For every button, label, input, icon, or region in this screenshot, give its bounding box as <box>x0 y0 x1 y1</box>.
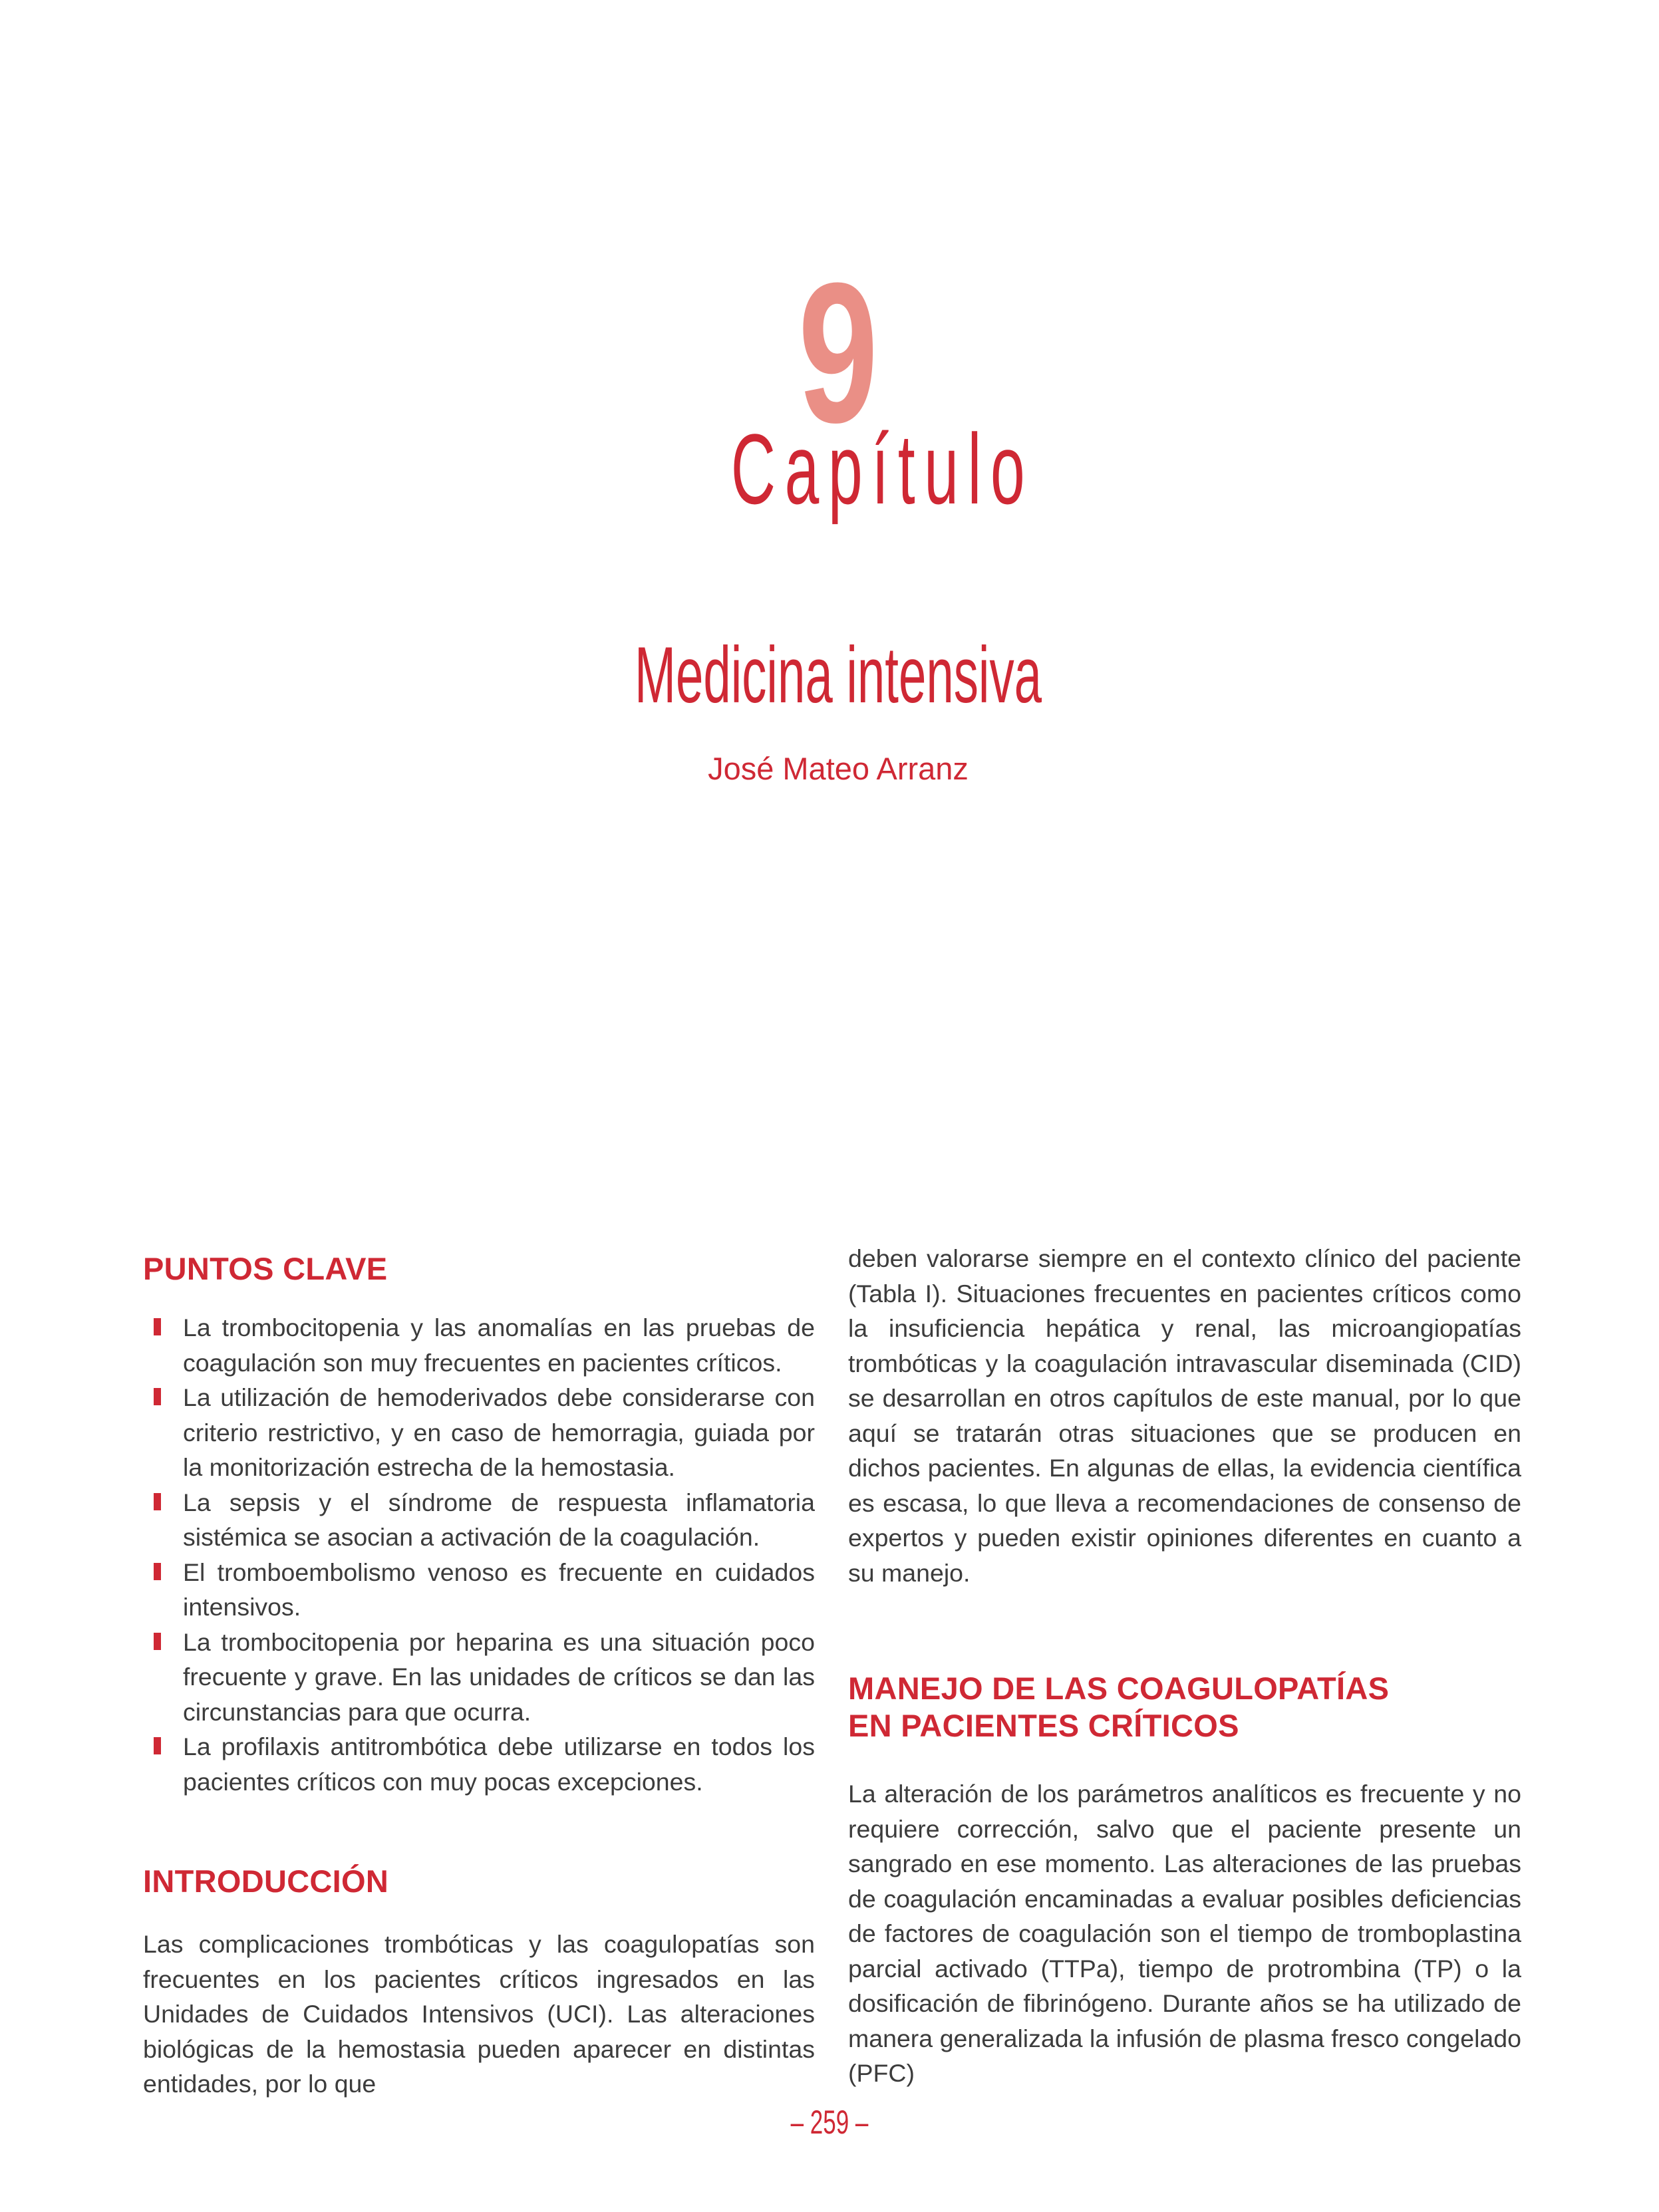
chapter-number: 9 <box>798 241 879 464</box>
chapter-label: Capítulo <box>730 413 1034 525</box>
left-column <box>143 1250 815 2102</box>
key-point-item <box>183 1485 815 1555</box>
chapter-title: Medicina intensiva <box>634 630 1042 720</box>
key-point-text: La utilización de hemoderivados debe considerarse con criterio restrictivo, y en caso de hemorragia, guiada por la monitorización estrecha de la hemostasia. <box>183 1383 815 1481</box>
bullet-marker-icon <box>154 1493 161 1510</box>
introduction-heading: INTRODUCCIÓN <box>143 1864 389 1899</box>
page-number: – 259 – <box>790 2104 869 2141</box>
key-point-item <box>183 1555 815 1625</box>
coagulopathy-heading <box>848 1670 1521 1744</box>
key-point-text: La trombocitopenia y las anomalías en las pruebas de coagulación son muy frecuentes en pacientes críticos. <box>183 1313 815 1377</box>
coagulopathy-heading-line1: MANEJO DE LAS COAGULOPATÍAS <box>848 1671 1390 1706</box>
key-point-text: La trombocitopenia por heparina es una situación poco frecuente y grave. En las unidades de críticos se dan las circunstancias para que ocurra. <box>183 1627 815 1726</box>
bullet-marker-icon <box>154 1388 161 1405</box>
bullet-marker-icon <box>154 1633 161 1650</box>
key-points-list <box>143 1310 815 1799</box>
key-point-text: La profilaxis antitrombótica debe utilizarse en todos los pacientes críticos con muy pocas excepciones. <box>183 1732 815 1796</box>
introduction-paragraph: Las complicaciones trombóticas y las coagulopatías son frecuentes en los pacientes críticos ingresados en las Unidades de Cuidados Intensivos (UCI). Las alteraciones biológicas de la hemostasia pueden aparecer en distintas entidades, por lo que <box>143 1930 815 2098</box>
key-point-item <box>183 1380 815 1485</box>
bullet-marker-icon <box>154 1563 161 1580</box>
key-point-item <box>183 1729 815 1799</box>
bullet-marker-icon <box>154 1318 161 1335</box>
coagulopathy-heading-line2: EN PACIENTES CRÍTICOS <box>848 1708 1239 1743</box>
right-column <box>848 1241 1521 2091</box>
key-point-text: La sepsis y el síndrome de respuesta inflamatoria sistémica se asocian a activación de la coagulación. <box>183 1488 815 1551</box>
introduction-continuation: deben valorarse siempre en el contexto clínico del paciente (Tabla I). Situaciones frecuentes en pacientes críticos como la insuficiencia hepática y renal, las microangiopatías trombóticas y la coagulación intravascular diseminada (CID) se desarrollan en otros capítulos de este manual, por lo que aquí se tratarán otras situaciones que se producen en dichos pacientes. En algunas de ellas, la evidencia científica es escasa, lo que lleva a recomendaciones de consenso de expertos y pueden existir opiniones diferentes en cuanto a su manejo. <box>848 1244 1521 1587</box>
key-point-item <box>183 1625 815 1730</box>
key-points-heading: PUNTOS CLAVE <box>143 1251 388 1286</box>
key-point-item <box>183 1310 815 1380</box>
bullet-marker-icon <box>154 1737 161 1754</box>
coagulopathy-paragraph: La alteración de los parámetros analíticos es frecuente y no requiere corrección, salvo que el paciente presente un sangrado en ese momento. Las alteraciones de las pruebas de coagulación encaminadas a evaluar posibles deficiencias de factores de coagulación son el tiempo de tromboplastina parcial activado (TTPa), tiempo de protrombina (TP) o la dosificación de fibrinógeno. Durante años se ha utilizado de manera generalizada la infusión de plasma fresco congelado (PFC) <box>848 1780 1521 2087</box>
chapter-author: José Mateo Arranz <box>708 751 969 786</box>
key-point-text: El tromboembolismo venoso es frecuente en cuidados intensivos. <box>183 1558 815 1621</box>
